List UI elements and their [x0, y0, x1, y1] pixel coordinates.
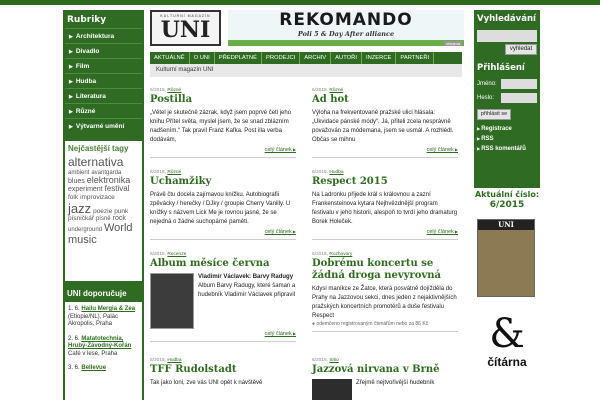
- article-title[interactable]: Postilla: [150, 94, 193, 105]
- divider: [312, 331, 458, 332]
- nav-partneri[interactable]: PARTNEŘI: [396, 52, 434, 64]
- divider: [312, 157, 458, 158]
- sidebar-item-divadlo[interactable]: [65, 43, 142, 58]
- tag[interactable]: experiment: [68, 186, 103, 194]
- article-text: Tak jako loni, zve vás UNI opět k návštěvě: [150, 380, 263, 386]
- citarna-text: čítárna: [487, 355, 527, 369]
- read-more-link[interactable]: celý článek ▶: [150, 229, 296, 235]
- recommend-date: 2. 6.: [68, 335, 80, 342]
- login-button[interactable]: přihlásit se: [477, 109, 511, 120]
- article-text: Album Barvy Radugy, které šaman a hudebník Vladimír Václavek připravil: [198, 283, 296, 298]
- tag[interactable]: písně: [95, 216, 111, 223]
- tag[interactable]: punk: [114, 207, 129, 215]
- top-bar: [0, 0, 600, 5]
- article-text: Na Ladronku přijede král s královnou a zazní Frankensteinova kytara Nejhvězdnější program festivalu v jeho historii, alespoň to tvrdí jeho dramaturg Borek Holeček.: [312, 192, 458, 225]
- article-text: Výloha na frekventované pražské ulici hlásala: „Ukvidace pánské módy“. Já, přiteli zcela nesprávně považován za módemana, jsem se usmál. A rozhlédl. Občas se mihnu: [312, 110, 454, 143]
- uni-recommends: [65, 285, 142, 400]
- recommend-item[interactable]: [68, 306, 139, 329]
- article-category[interactable]: Různé: [167, 88, 182, 93]
- article-title[interactable]: Album měsíce června: [150, 258, 270, 269]
- divider: [150, 157, 296, 158]
- article-title[interactable]: Respect 2015: [312, 176, 388, 187]
- sidebar-item-label: Různé: [75, 108, 96, 115]
- divider: [150, 239, 296, 240]
- article-meta: [150, 170, 296, 175]
- arrow-icon: ▶: [69, 94, 73, 100]
- article-thumbnail[interactable]: [312, 379, 352, 400]
- left-sidebar: [63, 10, 144, 400]
- article-date: 6/2015,: [312, 88, 329, 93]
- search-title: Vyhledávání: [477, 14, 536, 24]
- tag[interactable]: písničkář: [68, 215, 95, 223]
- read-more-link[interactable]: celý článek ▶: [150, 147, 296, 153]
- tag[interactable]: alternativa: [68, 155, 124, 169]
- tags-box: [65, 141, 142, 281]
- nav-autori[interactable]: AUTOŘI: [331, 52, 362, 64]
- article-meta: [312, 88, 458, 93]
- article-category[interactable]: Sitio: [329, 358, 339, 363]
- username-field[interactable]: [501, 79, 537, 89]
- recommend-item[interactable]: [68, 365, 139, 373]
- sidebar-item-label: Literatura: [75, 93, 106, 100]
- sidebar-item-ruzne[interactable]: [65, 103, 142, 118]
- tag[interactable]: festival: [104, 184, 130, 194]
- article-text: „Větel je skutečně zázrak, když jsem poprvé četl jeho knihu Přítel světa, myslel jsem, že se snad zblázním nadšením.“ Tak pravil Franz Kafka. Post illa verba dodávám,: [150, 110, 292, 143]
- nav-aktualne[interactable]: AKTUÁLNĚ: [150, 52, 190, 64]
- tag[interactable]: improvizace: [80, 193, 115, 201]
- arrow-icon: ▶: [69, 49, 73, 55]
- current-issue-label: Aktuální číslo:: [474, 190, 540, 199]
- article-card: [312, 358, 458, 400]
- nav-o-uni[interactable]: O UNI: [190, 52, 215, 64]
- tag[interactable]: World: [103, 222, 133, 235]
- article-meta: [150, 358, 296, 363]
- tag[interactable]: underground: [68, 227, 103, 234]
- arrow-icon: ▶: [69, 64, 73, 70]
- arrow-icon: ▶: [69, 124, 73, 130]
- rss-comments-link[interactable]: ▶ RSS komentářů: [474, 144, 540, 154]
- recommend-name[interactable]: Hailu Mergia & Zea: [81, 306, 136, 312]
- sidebar-item-label: Film: [75, 63, 90, 70]
- citarna-icon: &: [489, 311, 525, 357]
- locked-note-text: odemčeno registrovaným čtenářům nebo za 86 Kč: [316, 321, 429, 327]
- right-sidebar: [474, 10, 540, 188]
- article-meta: [312, 252, 458, 257]
- recommend-list: [65, 302, 142, 400]
- sidebar-item-label: Výtvarné umění: [75, 123, 125, 130]
- article-title[interactable]: Dobrému koncertu se žádná droga nevyrovná: [312, 258, 442, 281]
- article-meta: [312, 170, 458, 175]
- article-title[interactable]: Ad hot: [312, 94, 349, 105]
- tag[interactable]: music: [68, 233, 97, 246]
- rubriky-list: [65, 28, 142, 133]
- sidebar-item-film[interactable]: [65, 58, 142, 73]
- recommend-name[interactable]: Matatotechnia, Hrubý-Závodný-Kořán: [68, 335, 132, 349]
- tag[interactable]: folk: [68, 193, 79, 201]
- sidebar-item-literatura[interactable]: [65, 88, 142, 103]
- article-subtitle: Vladimír Václavek: Barvy Radugy: [198, 274, 294, 280]
- article-grid: [150, 88, 462, 400]
- article-category[interactable]: Rozhovory: [329, 252, 353, 257]
- recommend-name[interactable]: Bellevue: [81, 365, 107, 371]
- main-nav: [150, 52, 462, 64]
- sidebar-item-label: Architektura: [75, 33, 115, 40]
- lock-icon: ●: [312, 321, 317, 327]
- password-row: [474, 91, 540, 105]
- recommend-item[interactable]: [68, 336, 139, 359]
- magazine-cover[interactable]: [477, 219, 535, 297]
- sidebar-item-architektura[interactable]: [65, 28, 142, 43]
- article-card: [150, 358, 296, 388]
- banner-note: reklama: [445, 41, 460, 46]
- article-meta: [150, 88, 296, 93]
- article-card: [150, 170, 296, 240]
- read-more-link[interactable]: celý článek ▶: [312, 229, 458, 235]
- arrow-icon: ▶: [69, 79, 73, 85]
- tag-cloud: [68, 156, 139, 246]
- search-input[interactable]: [477, 30, 537, 42]
- rubriky-title: Rubriky: [67, 15, 107, 25]
- register-link[interactable]: ▶ Registrace: [474, 124, 540, 134]
- article-meta: [150, 252, 296, 257]
- site-logo[interactable]: [150, 10, 221, 46]
- logo-text: UNI: [160, 17, 211, 43]
- magazine-cover-title: UNI: [478, 220, 534, 230]
- recommend-date: 3. 6.: [68, 365, 80, 371]
- article-category[interactable]: Různé: [167, 170, 182, 175]
- tag[interactable]: jazz: [68, 200, 92, 216]
- username-row: [474, 77, 540, 91]
- article-category[interactable]: Hudba: [167, 358, 182, 363]
- nav-predplatne[interactable]: PŘEDPLATNÉ: [215, 52, 262, 64]
- banner-brand: REKOMANDO: [279, 10, 413, 30]
- article-date: 6/2015,: [312, 358, 329, 363]
- tags-title: Nejčastější tagy: [68, 144, 129, 153]
- sidebar-item-hudba[interactable]: [65, 73, 142, 88]
- article-title[interactable]: Uchamžiky: [150, 176, 212, 187]
- tag[interactable]: ambient: [68, 169, 90, 176]
- divider: [312, 239, 458, 240]
- rss-link[interactable]: ▶ RSS: [474, 134, 540, 144]
- recommend-place: Café v lese, Praha: [68, 350, 118, 357]
- tag[interactable]: poezie: [93, 207, 113, 215]
- article-card: [150, 88, 296, 158]
- nav-inzerce[interactable]: INZERCE: [362, 52, 396, 64]
- article-date: 6/2015,: [312, 170, 329, 175]
- article-category[interactable]: Recenze: [167, 252, 187, 257]
- divider: [150, 341, 296, 342]
- article-category[interactable]: Různé: [329, 88, 344, 93]
- username-label: Jméno:: [477, 81, 497, 87]
- article-title[interactable]: TFF Rudolstadt: [150, 364, 237, 375]
- recommend-place: (Etiopie/NL), Palác Akropolis, Praha: [68, 313, 119, 327]
- ad-banner[interactable]: [228, 10, 464, 46]
- article-card: [312, 252, 458, 332]
- sidebar-item-label: Divadlo: [75, 48, 100, 55]
- nav-archiv[interactable]: ARCHIV: [300, 52, 331, 64]
- breadcrumb: Kulturní magazín UNI: [150, 64, 462, 77]
- tag[interactable]: elektronika: [86, 174, 131, 185]
- uni-recommends-title: UNI doporučuje: [67, 289, 127, 298]
- article-date: 6/2015,: [150, 358, 167, 363]
- read-more-link[interactable]: celý článek ▶: [150, 331, 296, 337]
- read-more-link[interactable]: celý článek ▶: [312, 147, 458, 153]
- password-field[interactable]: [501, 93, 537, 103]
- logo-subtitle: KULTURNÍ MAGAZÍN: [160, 14, 211, 18]
- login-title: Přihlášení: [477, 63, 525, 73]
- sidebar-item-vytvarne-umeni[interactable]: [65, 118, 142, 133]
- sidebar-item-label: Hudba: [75, 78, 97, 85]
- locked-note: [312, 321, 458, 327]
- article-text: Kdysi maníkce ze Žatce, která posvátně dojížděla do Prahy na Jazzovou sekci, dnes jeden z nejaktivnějších pražských koncertních promotérů a duše festivalu Respect: [312, 286, 457, 319]
- article-card: [150, 252, 296, 342]
- article-category[interactable]: Hudba: [329, 170, 344, 175]
- article-date: 6/2015,: [150, 88, 167, 93]
- album-cover-image[interactable]: [150, 273, 194, 329]
- arrow-icon: ▶: [69, 109, 73, 115]
- password-label: Heslo:: [477, 95, 495, 101]
- arrow-icon: ▶: [69, 34, 73, 40]
- recommend-date: 1. 6.: [68, 306, 80, 312]
- citarna-logo[interactable]: [474, 312, 540, 376]
- search-button[interactable]: vyhledat: [505, 44, 537, 55]
- tag[interactable]: avantgarda: [91, 169, 122, 176]
- article-date: 6/2015,: [150, 252, 167, 257]
- tag[interactable]: rock: [112, 215, 126, 223]
- article-text: Zřejmě nejtvořivější hudebník: [356, 380, 435, 386]
- article-date: 6/2015,: [150, 170, 167, 175]
- article-title[interactable]: Jazzová nirvana v Brně: [312, 364, 440, 375]
- article-date: 6/2015,: [312, 252, 329, 257]
- current-issue: [474, 190, 540, 210]
- nav-prodejci[interactable]: PRODEJCI: [262, 52, 300, 64]
- current-issue-number: 6/2015: [489, 200, 525, 210]
- article-text: Právě čtu docela zajímavou knížku. Autobiografii zpěvácky / herečky / DJky / groupie Cherry Vanilly. U knížky s názvem Lick Me je rovnou jasné, že se nejedná o žádné suchopárné paměti.: [150, 192, 291, 225]
- banner-tagline: Poli 5 & Day After alliance: [297, 30, 395, 38]
- article-card: [312, 170, 458, 240]
- article-card: [312, 88, 458, 158]
- article-meta: [312, 358, 458, 363]
- tag[interactable]: blues: [68, 177, 85, 185]
